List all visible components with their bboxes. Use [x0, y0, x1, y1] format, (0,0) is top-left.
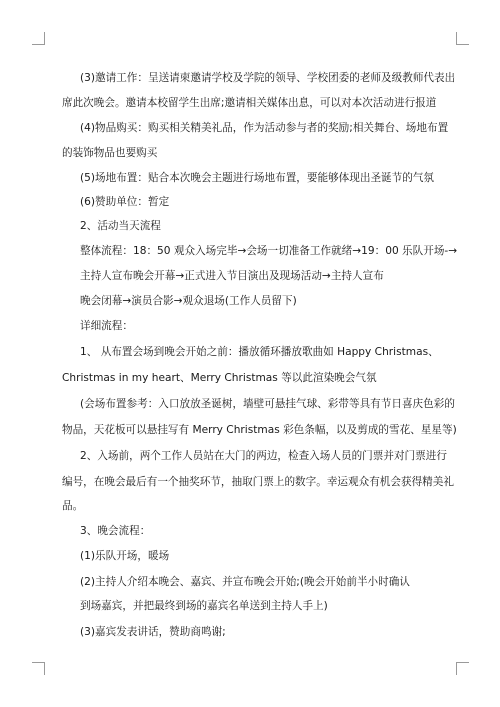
text-line: 主持人宣布晚会开幕→正式进入节目演出及现场活动→主持人宣布: [80, 270, 384, 282]
text-line: (3)嘉宾发表讲话，赞助商鸣谢;: [80, 626, 226, 638]
text-line: 到场嘉宾，并把最终到场的嘉宾名单送到主持人手上): [80, 600, 328, 612]
section-heading: 2、活动当天流程: [80, 220, 161, 232]
crop-mark-top-left: [32, 32, 45, 45]
text-line: 1、 从布置会场到晚会开始之前：播放循环播放歌曲如 Happy Christmas、: [80, 346, 439, 358]
text-line: 席此次晚会。邀请本校留学生出席;邀请相关媒体出息，可以对本次活动进行报道: [62, 97, 437, 109]
text-line: 物品，天花板可以悬挂写有 Merry Christmas 彩色条幅，以及剪成的雪花、星星等): [62, 424, 457, 436]
text-line: 品。: [62, 500, 84, 512]
text-line: 编号，在晚会最后有一个抽奖环节，抽取门票上的数字。幸运观众有机会获得精美礼: [62, 476, 454, 488]
text-line: (会场布置参考：入口放放圣诞树，墙壁可悬挂气球、彩带等具有节日喜庆色彩的: [80, 398, 455, 410]
text-line: 的装饰物品也要购买: [62, 147, 158, 159]
text-line: (6)赞助单位：暂定: [80, 196, 170, 208]
text-line: (4)物品购买：购买相关精美礼品，作为活动参与者的奖励;相关舞台、场地布置: [80, 122, 449, 134]
text-line: 详细流程：: [80, 320, 133, 332]
crop-mark-top-right: [456, 32, 469, 45]
section-heading: 3、晚会流程：: [80, 525, 151, 537]
text-line: 2、入场前，两个工作人员站在大门的两边，检查入场人员的门票并对门票进行: [80, 450, 447, 462]
text-line: (2)主持人介绍本晚会、嘉宾、并宣布晚会开始;(晚会开始前半小时确认: [80, 576, 410, 588]
text-line: Christmas in my heart、Merry Christmas 等以此渲染晚会气氛: [62, 372, 377, 384]
text-line: (1)乐队开场，暖场: [80, 550, 170, 562]
text-line: (3)邀请工作：呈送请柬邀请学校及学院的领导、学校团委的老师及级教师代表出: [80, 72, 456, 84]
crop-mark-bottom-right: [456, 662, 469, 675]
text-line: 晚会闭幕→演员合影→观众退场(工作人员留下): [80, 295, 297, 307]
text-line: (5)场地布置：贴合本次晚会主题进行场地布置，要能够体现出圣诞节的气氛: [80, 172, 435, 184]
crop-mark-bottom-left: [32, 662, 45, 675]
text-line: 整体流程：18：50 观众入场完毕→会场一切准备工作就绪→19：00 乐队开场-→: [80, 245, 458, 257]
